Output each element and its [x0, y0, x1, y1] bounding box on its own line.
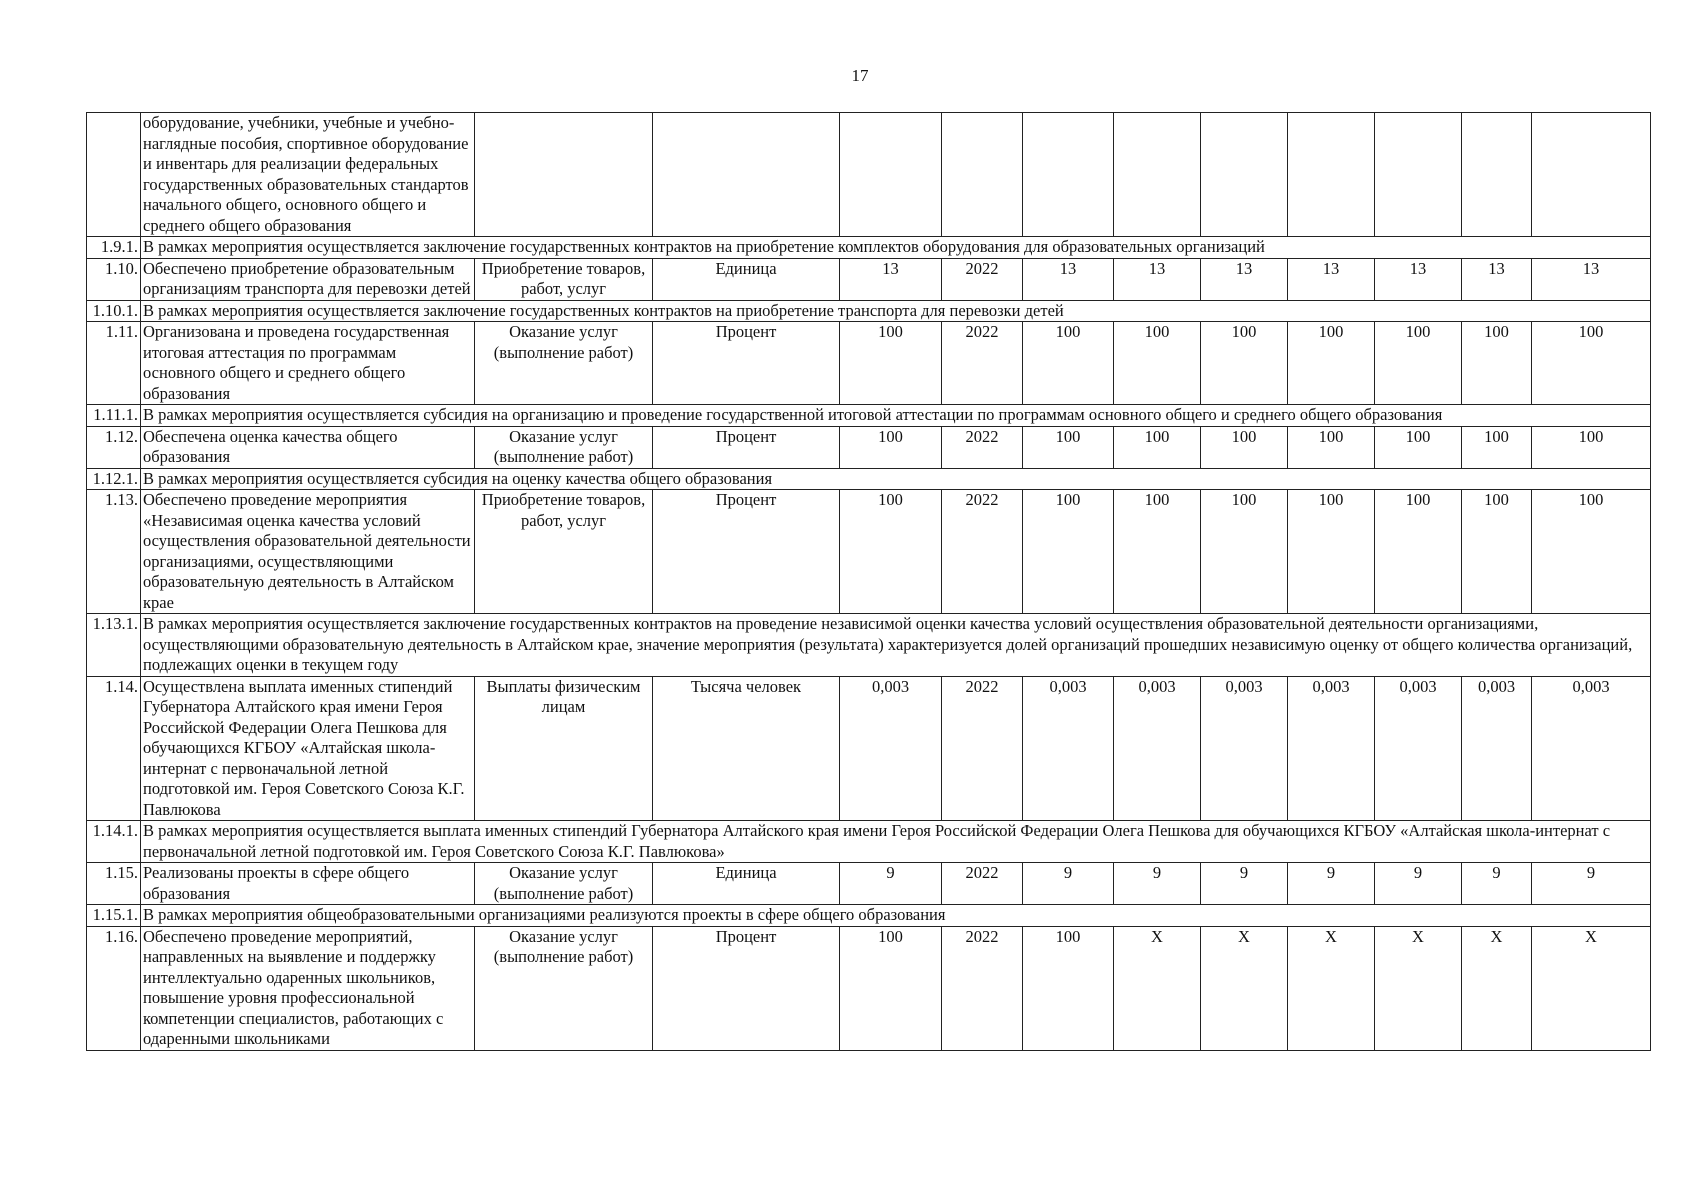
year-value-5: Х [1375, 926, 1462, 1050]
description-text: В рамках мероприятия осуществляется заключение государственных контрактов на приобретение транспорта для перевозки детей [141, 300, 1651, 322]
base-value: 13 [840, 258, 942, 300]
year-value-4: 100 [1288, 490, 1375, 614]
row-number: 1.9.1. [87, 237, 141, 259]
measure-row [87, 926, 1651, 1050]
year-value-1: 9 [1023, 863, 1114, 905]
unit-of-measure: Процент [653, 322, 840, 405]
year-value-1: 0,003 [1023, 676, 1114, 821]
year-value-3: 100 [1201, 426, 1288, 468]
year-value-1: 100 [1023, 490, 1114, 614]
description-row [87, 821, 1651, 863]
year-value-3: 0,003 [1201, 676, 1288, 821]
base-value: 100 [840, 490, 942, 614]
description-row [87, 237, 1651, 259]
year-value-7: 13 [1532, 258, 1651, 300]
base-year: 2022 [942, 863, 1023, 905]
year-value-1: 100 [1023, 426, 1114, 468]
year-value-6: 100 [1462, 490, 1532, 614]
year-value-7: 100 [1532, 322, 1651, 405]
year-value-6: Х [1462, 926, 1532, 1050]
year-value-5 [1375, 113, 1462, 237]
description-text: В рамках мероприятия осуществляется субсидия на организацию и проведение государственной итоговой аттестации по программам основного общего и среднего общего образования [141, 405, 1651, 427]
base-value: 100 [840, 926, 942, 1050]
year-value-6: 9 [1462, 863, 1532, 905]
year-value-5: 100 [1375, 490, 1462, 614]
year-value-5: 100 [1375, 426, 1462, 468]
row-number: 1.10. [87, 258, 141, 300]
measure-type [475, 113, 653, 237]
year-value-7 [1532, 113, 1651, 237]
base-value: 9 [840, 863, 942, 905]
year-value-6: 0,003 [1462, 676, 1532, 821]
year-value-6: 100 [1462, 322, 1532, 405]
measure-type: Оказание услуг (выполнение работ) [475, 926, 653, 1050]
unit-of-measure: Единица [653, 863, 840, 905]
measure-name: Обеспечено проведение мероприятий, направленных на выявление и поддержку интеллектуально одаренных школьников, повышение уровня профессиональной компетенции специалистов, работающих с одаренными школьниками [141, 926, 475, 1050]
base-year: 2022 [942, 322, 1023, 405]
year-value-1: 100 [1023, 322, 1114, 405]
year-value-4: 0,003 [1288, 676, 1375, 821]
year-value-2: Х [1114, 926, 1201, 1050]
year-value-2: 13 [1114, 258, 1201, 300]
unit-of-measure [653, 113, 840, 237]
year-value-7: 0,003 [1532, 676, 1651, 821]
description-text: В рамках мероприятия осуществляется заключение государственных контрактов на приобретение комплектов оборудования для образовательных организаций [141, 237, 1651, 259]
measure-name: Организована и проведена государственная итоговая аттестация по программам основного общего и среднего общего образования [141, 322, 475, 405]
year-value-5: 0,003 [1375, 676, 1462, 821]
year-value-7: 9 [1532, 863, 1651, 905]
year-value-3: 100 [1201, 490, 1288, 614]
row-number [87, 113, 141, 237]
year-value-5: 13 [1375, 258, 1462, 300]
year-value-4: 13 [1288, 258, 1375, 300]
year-value-4 [1288, 113, 1375, 237]
year-value-3: 13 [1201, 258, 1288, 300]
measure-name: Осуществлена выплата именных стипендий Губернатора Алтайского края имени Героя Российской Федерации Олега Пешкова для обучающихся КГБОУ «Алтайская школа-интернат с первоначальной летной подготовкой им. Героя Советского Союза К.Г. Павлюкова [141, 676, 475, 821]
year-value-3: Х [1201, 926, 1288, 1050]
row-number: 1.14.1. [87, 821, 141, 863]
year-value-7: Х [1532, 926, 1651, 1050]
year-value-2: 100 [1114, 322, 1201, 405]
unit-of-measure: Процент [653, 926, 840, 1050]
description-text: В рамках мероприятия осуществляется заключение государственных контрактов на проведение независимой оценки качества условий осуществления образовательной деятельности организациями, осуществляющими образовательную деятельность в Алтайском крае, значение мероприятия (результата) характеризуется долей организаций прошедших независимую оценку от общего количества организаций, подлежащих оценки в текущем году [141, 614, 1651, 677]
measure-row [87, 322, 1651, 405]
year-value-5: 9 [1375, 863, 1462, 905]
row-number: 1.11.1. [87, 405, 141, 427]
year-value-4: 100 [1288, 426, 1375, 468]
measure-row [87, 490, 1651, 614]
base-year: 2022 [942, 926, 1023, 1050]
description-row [87, 468, 1651, 490]
year-value-7: 100 [1532, 490, 1651, 614]
row-number: 1.13. [87, 490, 141, 614]
measure-row [87, 258, 1651, 300]
row-number: 1.10.1. [87, 300, 141, 322]
measure-name: Обеспечено приобретение образовательным организациям транспорта для перевозки детей [141, 258, 475, 300]
base-value [840, 113, 942, 237]
year-value-4: 9 [1288, 863, 1375, 905]
year-value-6 [1462, 113, 1532, 237]
row-number: 1.14. [87, 676, 141, 821]
description-text: В рамках мероприятия осуществляется субсидия на оценку качества общего образования [141, 468, 1651, 490]
year-value-4: 100 [1288, 322, 1375, 405]
year-value-7: 100 [1532, 426, 1651, 468]
year-value-4: Х [1288, 926, 1375, 1050]
unit-of-measure: Процент [653, 426, 840, 468]
year-value-3: 9 [1201, 863, 1288, 905]
year-value-2: 100 [1114, 426, 1201, 468]
measure-row [87, 863, 1651, 905]
row-number: 1.15.1. [87, 905, 141, 927]
base-year: 2022 [942, 676, 1023, 821]
page-number: 17 [851, 66, 869, 85]
row-number: 1.15. [87, 863, 141, 905]
unit-of-measure: Единица [653, 258, 840, 300]
measure-type: Выплаты физическим лицам [475, 676, 653, 821]
measure-type: Приобретение товаров, работ, услуг [475, 490, 653, 614]
measures-table [86, 112, 1651, 1051]
measure-type: Приобретение товаров, работ, услуг [475, 258, 653, 300]
row-number: 1.11. [87, 322, 141, 405]
measure-name: Реализованы проекты в сфере общего образования [141, 863, 475, 905]
measure-name: Обеспечена оценка качества общего образования [141, 426, 475, 468]
row-number: 1.16. [87, 926, 141, 1050]
year-value-1 [1023, 113, 1114, 237]
base-year: 2022 [942, 258, 1023, 300]
description-text: В рамках мероприятия общеобразовательными организациями реализуются проекты в сфере общего образования [141, 905, 1651, 927]
year-value-2: 0,003 [1114, 676, 1201, 821]
measure-type: Оказание услуг (выполнение работ) [475, 322, 653, 405]
year-value-2: 100 [1114, 490, 1201, 614]
measure-name: оборудование, учебники, учебные и учебно-наглядные пособия, спортивное оборудование и инвентарь для реализации федеральных государственных образовательных стандартов начального общего, основного общего и среднего общего образования [141, 113, 475, 237]
year-value-1: 100 [1023, 926, 1114, 1050]
measure-row [87, 676, 1651, 821]
measure-name: Обеспечено проведение мероприятия «Независимая оценка качества условий осуществления образовательной деятельности организациями, осуществляющими образовательную деятельность в Алтайском крае [141, 490, 475, 614]
description-row [87, 300, 1651, 322]
description-text: В рамках мероприятия осуществляется выплата именных стипендий Губернатора Алтайского края имени Героя Российской Федерации Олега Пешкова для обучающихся КГБОУ «Алтайская школа-интернат с первоначальной летной подготовкой им. Героя Советского Союза К.Г. Павлюкова» [141, 821, 1651, 863]
year-value-3 [1201, 113, 1288, 237]
base-year: 2022 [942, 490, 1023, 614]
row-number: 1.13.1. [87, 614, 141, 677]
base-year [942, 113, 1023, 237]
base-year: 2022 [942, 426, 1023, 468]
unit-of-measure: Процент [653, 490, 840, 614]
measure-row [87, 113, 1651, 237]
measure-type: Оказание услуг (выполнение работ) [475, 863, 653, 905]
base-value: 100 [840, 322, 942, 405]
year-value-3: 100 [1201, 322, 1288, 405]
year-value-2: 9 [1114, 863, 1201, 905]
base-value: 100 [840, 426, 942, 468]
year-value-1: 13 [1023, 258, 1114, 300]
year-value-6: 100 [1462, 426, 1532, 468]
year-value-2 [1114, 113, 1201, 237]
unit-of-measure: Тысяча человек [653, 676, 840, 821]
row-number: 1.12. [87, 426, 141, 468]
year-value-5: 100 [1375, 322, 1462, 405]
year-value-6: 13 [1462, 258, 1532, 300]
measure-type: Оказание услуг (выполнение работ) [475, 426, 653, 468]
base-value: 0,003 [840, 676, 942, 821]
row-number: 1.12.1. [87, 468, 141, 490]
description-row [87, 905, 1651, 927]
description-row [87, 405, 1651, 427]
measure-row [87, 426, 1651, 468]
description-row [87, 614, 1651, 677]
